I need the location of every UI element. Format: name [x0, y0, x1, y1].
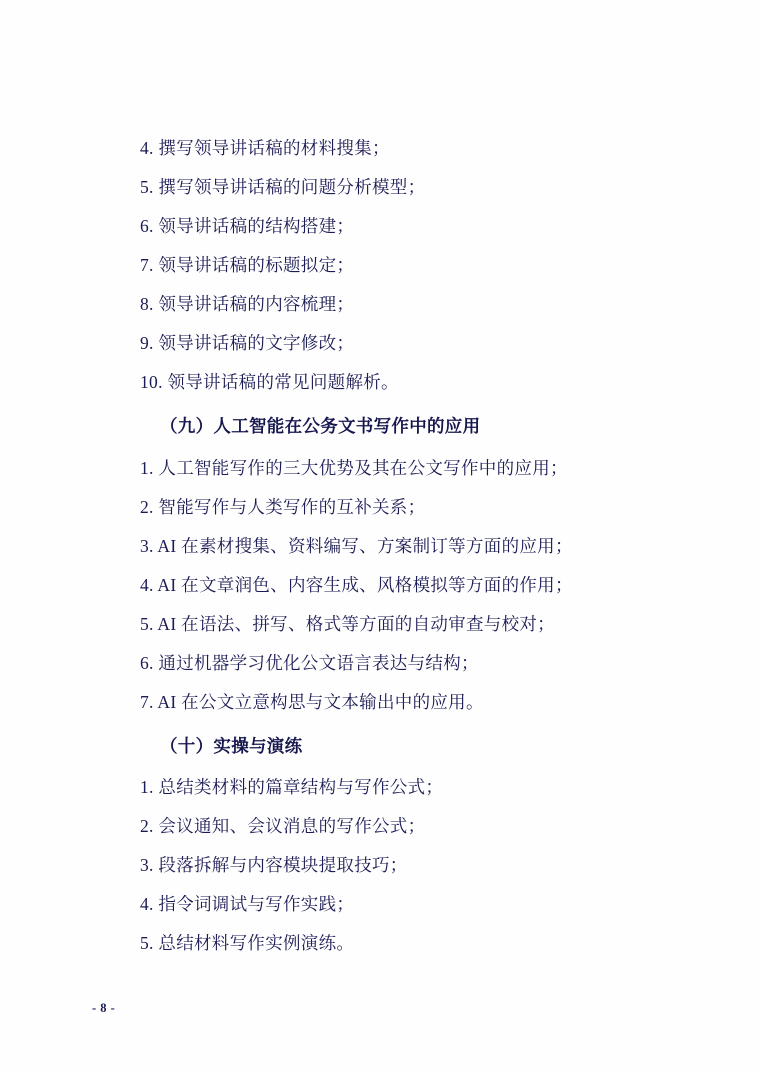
list-item: 6. 领导讲话稿的结构搭建； [140, 216, 355, 236]
list-item: 2. 会议通知、会议消息的写作公式； [140, 816, 426, 836]
list-item: 1. 人工智能写作的三大优势及其在公文写作中的应用； [140, 457, 568, 478]
list-item: 4. 撰写领导讲话稿的材料搜集； [140, 138, 390, 158]
list-item: 5. AI 在语法、拼写、格式等方面的自动审查与校对； [140, 613, 555, 634]
list-item: 5. 总结材料写作实例演练。 [140, 933, 355, 953]
section-heading: （十）实操与演练 [160, 735, 303, 756]
list-item: 2. 智能写作与人类写作的互补关系； [140, 496, 426, 517]
list-item: 4. AI 在文章润色、内容生成、风格模拟等方面的作用； [140, 574, 573, 595]
list-item: 7. 领导讲话稿的标题拟定； [140, 255, 355, 275]
page-number: - 8 - [92, 1001, 116, 1015]
list-item: 5. 撰写领导讲话稿的问题分析模型； [140, 177, 426, 197]
list-item: 8. 领导讲话稿的内容梳理； [140, 294, 355, 314]
list-item: 3. 段落拆解与内容模块提取技巧； [140, 855, 408, 875]
list-item: 10. 领导讲话稿的常见问题解析。 [140, 372, 399, 392]
list-item: 4. 指令词调试与写作实践； [140, 894, 355, 914]
list-item: 7. AI 在公文立意构思与文本输出中的应用。 [140, 691, 484, 712]
document-body [140, 140, 682, 953]
list-item: 3. AI 在素材搜集、资料编写、方案制订等方面的应用； [140, 535, 573, 556]
list-item: 6. 通过机器学习优化公文语言表达与结构； [140, 652, 479, 673]
list-item: 9. 领导讲话稿的文字修改； [140, 333, 355, 353]
list-item: 1. 总结类材料的篇章结构与写作公式； [140, 777, 444, 797]
section-heading: （九）人工智能在公务文书写作中的应用 [160, 416, 481, 436]
